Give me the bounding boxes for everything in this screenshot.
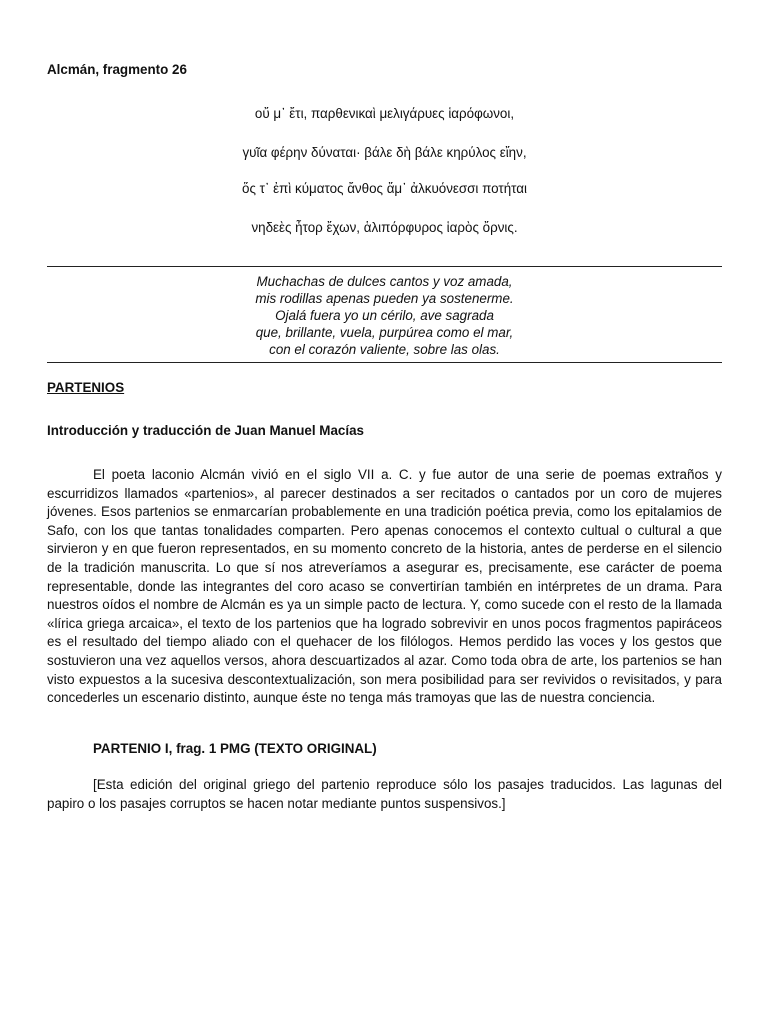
translation-line-3: Ojalá fuera yo un cérilo, ave sagrada <box>275 308 494 323</box>
section-title: PARTENIOS <box>47 380 125 395</box>
intro-heading: Introducción y traducción de Juan Manuel Macías <box>47 423 364 438</box>
translation-line-5: con el corazón valiente, sobre las olas. <box>269 342 500 357</box>
note-paragraph: [Esta edición del original griego del partenio reproduce sólo los pasajes traducidos. Las lagunas del papiro o los pasajes corruptos se hacen notar mediante puntos suspensivos.] <box>47 777 722 811</box>
greek-line-2: γυῖα φέρην δύναται· βάλε δὴ βάλε κηρύλος εἴην, <box>242 145 527 160</box>
bottom-divider <box>47 362 722 363</box>
partenio-heading: PARTENIO I, frag. 1 PMG (TEXTO ORIGINAL) <box>93 741 377 756</box>
translation-line-4: que, brillante, vuela, purpúrea como el mar, <box>255 325 514 340</box>
greek-line-1: οὔ μ᾽ ἔτι, παρθενικαὶ μελιγάρυες ἱαρόφωνοι, <box>254 106 515 121</box>
fragment-title: Alcmán, fragmento 26 <box>47 62 187 77</box>
top-divider <box>47 266 722 267</box>
spanish-translation <box>47 273 722 358</box>
translation-line-1: Muchachas de dulces cantos y voz amada, <box>256 274 513 289</box>
intro-paragraph: El poeta laconio Alcmán vivió en el siglo VII a. C. y fue autor de una serie de poemas extraños y escurridizos llamados «partenios», al parecer destinados a ser recitados o cantados por un coro de mujeres jóvenes. Esos partenios se enmarcarían probablemente en una tradición poética previa, como los epitalamios de Safo, con los que tantas tonalidades comparten. Pero apenas conocemos el contexto cultual o cultural a que sirvieron y en que fueron representados, en su momento concreto de la historia, antes de perderse en el silencio de la tradición manuscrita. Lo que sí nos atreveríamos a asegurar es, precisamente, ese carácter de poema representable, donde las integrantes del coro acaso se convertirían también en intérpretes de un drama. Para nuestros oídos el nombre de Alcmán es ya un simple pacto de lectura. Y, como sucede con el resto de la llamada «lírica griega arcaica», el texto de los partenios que ha logrado sobrevivir en unos pocos fragmentos papiráceos es el resultado del tiempo aliado con el quehacer de los filólogos. Hemos perdido las voces y los gestos que sostuvieron una vez aquellos versos, ahora descuartizados al azar. Como toda obra de arte, los partenios se han visto expuestos a la sucesiva descontextualización, son mera posibilidad para ser revividos o revisitados, y para concederles un escenario distinto, aunque éste no tenga más tramoyas que las de nuestra conciencia. <box>47 467 722 706</box>
translation-line-2: mis rodillas apenas pueden ya sostenerme. <box>255 291 514 306</box>
greek-line-4: νηδεὲς ἦτορ ἔχων, ἁλιπόρφυρος ἱαρὸς ὄρνις. <box>251 220 518 235</box>
greek-line-3: ὅς τ᾽ ἐπὶ κύματος ἄνθος ἅμ᾽ ἀλκυόνεσσι ποτήται <box>242 181 527 196</box>
